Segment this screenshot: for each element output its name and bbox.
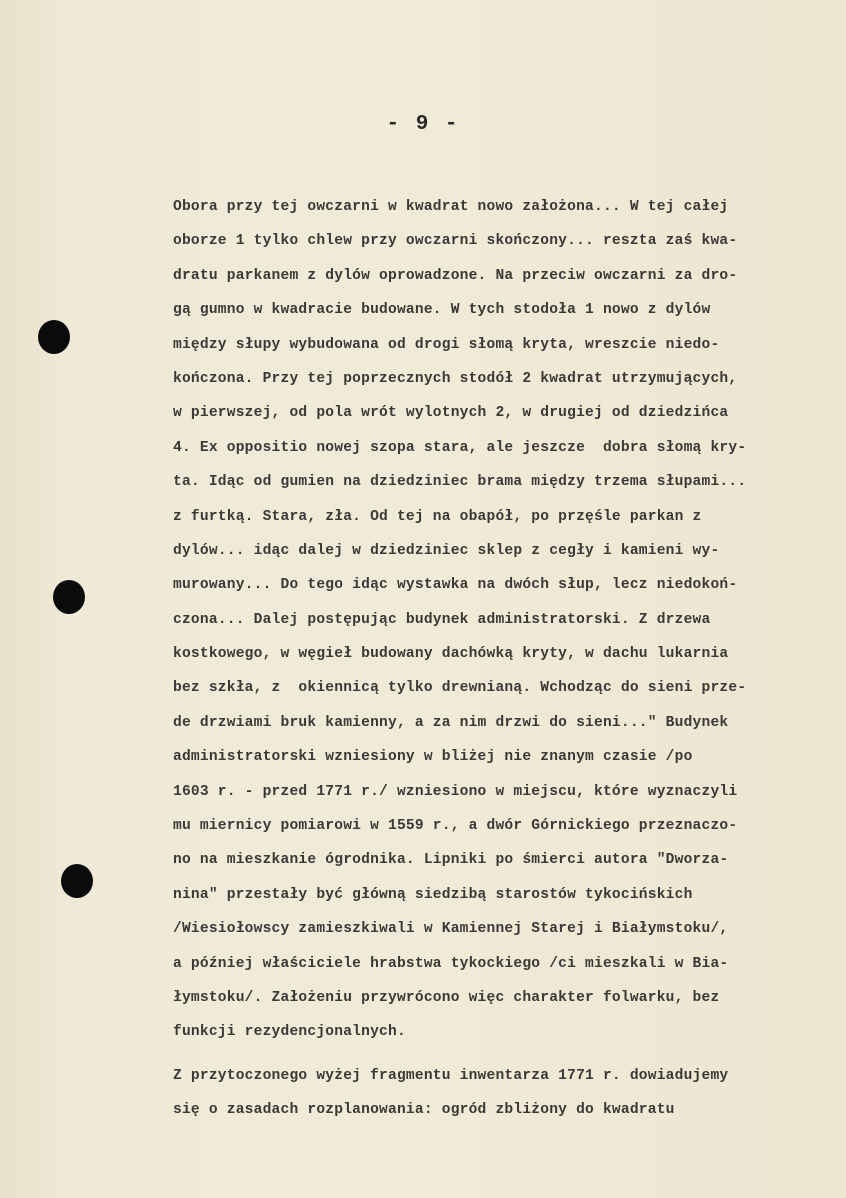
text-line: w pierwszej, od pola wrót wylotnych 2, w drugiej od dziedzińca <box>173 405 729 422</box>
text-line: się o zasadach rozplanowania: ogród zbliżony do kwadratu <box>173 1102 675 1119</box>
text-line: no na mieszkanie ógrodnika. Lipniki po śmierci autora "Dworza- <box>173 852 729 869</box>
typed-text-block <box>173 190 846 1128</box>
text-line: kończona. Przy tej poprzecznych stodół 2 kwadrat utrzymujących, <box>173 370 738 387</box>
text-line: Z przytoczonego wyżej fragmentu inwentarza 1771 r. dowiadujemy <box>173 1067 729 1084</box>
text-line: nina" przestały być główną siedzibą starostów tykocińskich <box>173 886 693 903</box>
text-line: mu miernicy pomiarowi w 1559 r., a dwór Górnickiego przeznaczo- <box>173 818 738 835</box>
text-line: między słupy wybudowana od drogi słomą kryta, wreszcie niedo- <box>173 336 720 353</box>
text-line: /Wiesiołowscy zamieszkiwali w Kamiennej Starej i Białymstoku/, <box>173 921 729 938</box>
text-line: administratorski wzniesiony w bliżej nie znanym czasie /po <box>173 749 693 766</box>
text-line: 1603 r. - przed 1771 r./ wzniesiono w miejscu, które wyznaczyli <box>173 783 738 800</box>
text-line: czona... Dalej postępując budynek administratorski. Z drzewa <box>173 611 711 628</box>
text-line: bez szkła, z okiennicą tylko drewnianą. Wchodząc do sieni prze- <box>173 680 747 697</box>
text-line: 4. Ex oppositio nowej szopa stara, ale jeszcze dobra słomą kry- <box>173 439 747 456</box>
text-line: Obora przy tej owczarni w kwadrat nowo założona... W tej całej <box>173 199 729 215</box>
punch-hole-bottom <box>61 864 93 898</box>
text-line: gą gumno w kwadracie budowane. W tych stodoła 1 nowo z dylów <box>173 302 711 319</box>
text-line: funkcji rezydencjonalnych. <box>173 1024 406 1041</box>
text-line: łymstoku/. Założeniu przywrócono więc charakter folwarku, bez <box>173 989 720 1006</box>
text-line: z furtką. Stara, zła. Od tej na obapół, po przęśle parkan z <box>173 508 702 525</box>
text-line: dratu parkanem z dylów oprowadzone. Na przeciw owczarni za dro- <box>173 267 738 284</box>
text-line: a później właściciele hrabstwa tykockiego /ci mieszkali w Bia- <box>173 955 729 972</box>
page-number: - 9 - <box>386 113 460 136</box>
punch-hole-middle <box>53 580 85 614</box>
text-line: dylów... idąc dalej w dziedziniec sklep z cegły i kamieni wy- <box>173 542 720 559</box>
text-line: kostkowego, w węgieł budowany dachówką kryty, w dachu lukarnia <box>173 646 729 663</box>
text-line: ta. Idąc od gumien na dziedziniec brama między trzema słupami... <box>173 474 747 491</box>
text-line: oborze 1 tylko chlew przy owczarni skończony... reszta zaś kwa- <box>173 233 738 250</box>
punch-hole-top <box>38 320 70 354</box>
text-line: de drzwiami bruk kamienny, a za nim drzwi do sieni..." Budynek <box>173 714 729 731</box>
text-line: murowany... Do tego idąc wystawka na dwóch słup, lecz niedokoń- <box>173 577 738 594</box>
